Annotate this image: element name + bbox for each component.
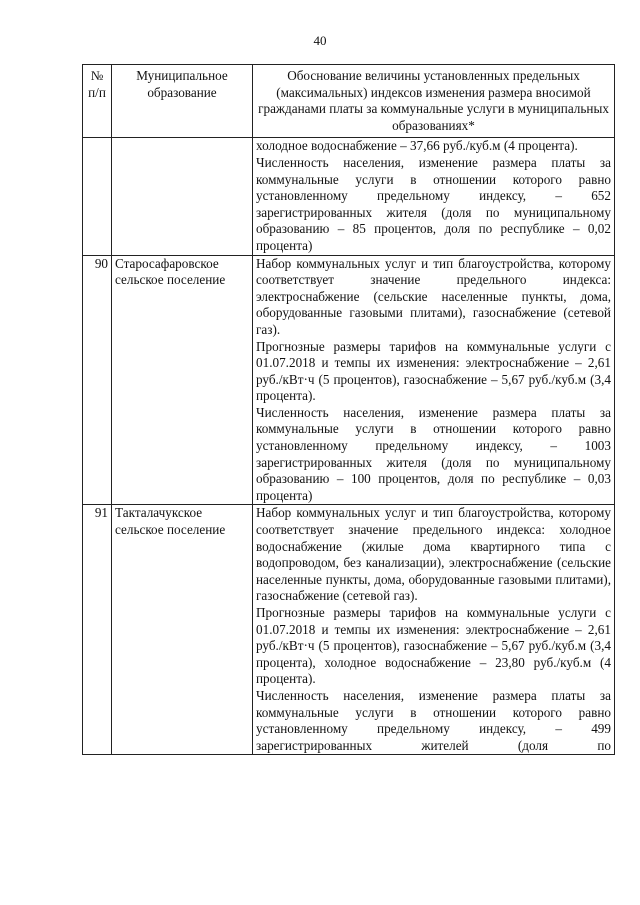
basis-cell	[253, 505, 615, 755]
basis-paragraph: холодное водоснабжение – 37,66 руб./куб.м (4 процента).	[256, 138, 578, 154]
page-number: 40	[313, 33, 327, 48]
basis-paragraph: Численность населения, изменение размера платы за коммунальные услуги в отношении которого равно установленному предельному индексу, – 652 зарегистрированных жителя (доля по муниципальному образованию – 85 процентов, доля по республике – 0,02 процента)	[256, 154, 611, 253]
row-number: 91	[83, 505, 112, 755]
tariff-index-table	[82, 64, 615, 755]
basis-paragraph: Набор коммунальных услуг и тип благоустройства, которому соответствует значение предельного индекса: электроснабжение (сельские населенные пункты, дома, оборудованные газовыми плитами), газоснабжение (сетевой газ).	[256, 255, 611, 337]
row-number	[83, 138, 112, 255]
header-num: № п/п	[83, 65, 112, 138]
row-number: 90	[83, 255, 112, 505]
municipality-name: Такталачукское сельское поселение	[112, 505, 253, 755]
table-row	[83, 505, 615, 755]
table-header-row	[83, 65, 615, 138]
basis-paragraph: Прогнозные размеры тарифов на коммунальные услуги с 01.07.2018 и темпы их изменения: электроснабжение – 2,61 руб./кВт·ч (5 процентов), газоснабжение – 5,67 руб./куб.м (3,4 процента), холодное водоснабжение – 23,80 руб./куб.м (4 процента).	[256, 605, 611, 687]
basis-cell	[253, 138, 615, 255]
table-row	[83, 255, 615, 505]
basis-paragraph: Численность населения, изменение размера платы за коммунальные услуги в отношении которого равно установленному предельному индексу, – 499 зарегистрированных жителей (доля по	[256, 687, 611, 753]
basis-cell	[253, 255, 615, 505]
municipality-name	[112, 138, 253, 255]
header-municipality: Муниципальное образование	[112, 65, 253, 138]
municipality-name: Старосафаровское сельское поселение	[112, 255, 253, 505]
basis-paragraph: Набор коммунальных услуг и тип благоустройства, которому соответствует значение предельного индекса: холодное водоснабжение (жилые дома квартирного типа с водопроводом, без канализации), электроснабжение (сельские населенные пункты, дома, оборудованные газовыми плитами), газоснабжение (сетевой газ).	[256, 505, 611, 604]
table-row	[83, 138, 615, 255]
basis-paragraph: Численность населения, изменение размера платы за коммунальные услуги в отношении которого равно установленному предельному индексу, – 1003 зарегистрированных жителя (доля по муниципальному образованию – 100 процентов, доля по республике – 0,03 процента)	[256, 404, 611, 503]
header-basis: Обоснование величины установленных предельных (максимальных) индексов изменения размера вносимой гражданами платы за коммунальные услуги в муниципальных образованиях*	[253, 65, 615, 138]
basis-paragraph: Прогнозные размеры тарифов на коммунальные услуги с 01.07.2018 и темпы их изменения: электроснабжение – 2,61 руб./кВт·ч (5 процентов), газоснабжение – 5,67 руб./куб.м (3,4 процента).	[256, 338, 611, 404]
